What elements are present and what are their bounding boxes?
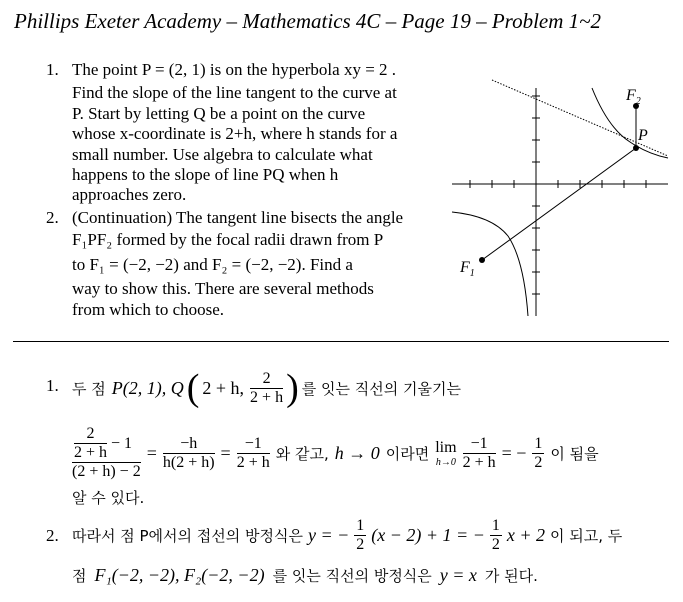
solution-1-number: 1. — [46, 376, 59, 395]
f2-den: h(2 + h) — [162, 453, 215, 471]
solution-2-point-word: 점 — [72, 566, 87, 585]
problem-1-line: whose x-coordinate is 2+h, where h stands for a — [72, 124, 398, 144]
focal-radius-f1 — [482, 148, 636, 260]
slope-big-fraction — [72, 425, 141, 481]
f3-num: −1 — [237, 435, 270, 454]
point-p — [633, 145, 639, 151]
problem-2-number: 2. — [46, 208, 59, 227]
slope-big-num — [72, 425, 141, 463]
inner-num: 2 — [74, 425, 107, 444]
problem-1-line: happens to the slope of line PQ when h — [72, 165, 339, 185]
f3-den: 2 + h — [236, 453, 270, 471]
solution-1-line-2 — [72, 420, 599, 486]
solution-1-after: 를 잇는 직선의 기울기는 — [301, 379, 461, 398]
solution-1-line-1 — [72, 364, 461, 412]
inner-fraction — [74, 425, 107, 462]
problem-1-number: 1. — [46, 60, 59, 79]
label-p-text: P — [638, 127, 648, 144]
tangent-half-2 — [490, 517, 502, 554]
solution-2-line-2 — [72, 562, 538, 588]
slope-fraction-3 — [237, 435, 270, 472]
solution-2-line-1 — [72, 510, 622, 560]
problem-2-line: F₁PF₂ formed by the focal radii drawn from P — [72, 230, 384, 250]
tangent-half-1 — [354, 517, 366, 554]
problem-1-line: P. Start by letting Q be a point on the curve — [72, 103, 366, 123]
tangent-eq-c: x + 2 — [506, 524, 545, 545]
half-den: 2 — [534, 453, 543, 471]
label-f1-text: $F_1$ — [460, 259, 475, 279]
solution-2-number: 2. — [46, 526, 59, 545]
solution-1-intro: 두 점 — [72, 379, 106, 398]
limit-fraction — [463, 435, 496, 472]
solution-1-cond: 이라면 — [385, 444, 430, 463]
tangent-line — [492, 80, 668, 156]
l-num: −1 — [463, 435, 496, 454]
lim-text: lim — [435, 438, 457, 456]
problem-1-text — [72, 60, 397, 206]
problem-2-line: from which to choose. — [72, 299, 225, 319]
equals-minus: = − — [501, 442, 527, 463]
slope-big-den: (2 + h) − 2 — [72, 463, 141, 480]
problem-1-line: approaches zero. — [72, 185, 187, 205]
solution-2-end: 가 된다. — [484, 566, 538, 585]
h2-den: 2 — [491, 535, 500, 553]
label-f2-text: $F_2$ — [626, 87, 641, 107]
half-num: 1 — [534, 434, 543, 452]
solution-1-mid: 와 같고, — [275, 444, 329, 463]
problem-2-line: to F₁ = (−2, −2) and F₂ = (−2, −2). Find a — [72, 254, 353, 274]
tangent-eq-a: y = − — [307, 524, 350, 545]
solution-1-points: P(2, 1), Q — [111, 377, 184, 398]
problem-2-line: way to show this. There are several methods — [72, 279, 374, 299]
focal-points: F₁(−2, −2), F₂(−2, −2) — [94, 564, 265, 585]
q-y-den: 2 + h — [250, 388, 284, 406]
q-y-num: 2 — [250, 370, 283, 389]
lim-sub: h→0 — [435, 456, 456, 468]
solution-2-tail: 이 되고, 두 — [550, 526, 623, 545]
l-den: 2 + h — [462, 453, 496, 471]
problem-1-line: The point P = (2, 1) is on the hyperbola xy = 2 . — [72, 60, 397, 79]
problem-2-text — [72, 208, 403, 320]
limit-condition: h → 0 — [334, 442, 380, 463]
f2-num: −h — [163, 435, 215, 454]
solution-2-line-desc: 를 잇는 직선의 방정식은 — [272, 566, 432, 585]
problem-1-line: Find the slope of the line tangent to the curve at — [72, 83, 397, 103]
tangent-eq-b: (x − 2) + 1 = − — [371, 524, 485, 545]
paren-close: ) — [286, 367, 299, 409]
half-fraction — [532, 435, 544, 472]
slope-fraction-2 — [163, 435, 215, 472]
problem-2-line: (Continuation) The tangent line bisects the angle — [72, 208, 404, 227]
problem-1-line: small number. Use algebra to calculate what — [72, 144, 373, 164]
hyperbola-figure — [448, 76, 670, 322]
h1-den: 2 — [356, 535, 365, 553]
minus-one: − 1 — [111, 434, 133, 452]
line-equation: y = x — [439, 564, 477, 585]
q-y-fraction — [250, 370, 283, 407]
equals: = — [220, 442, 231, 463]
lim-operator — [435, 439, 456, 468]
solution-2-intro: 따라서 점 P에서의 접선의 방정식은 — [72, 526, 303, 545]
axis-ticks — [470, 96, 646, 294]
solution-1-end: 이 됨을 — [550, 444, 599, 463]
solution-1-last: 알 수 있다. — [72, 489, 145, 507]
section-divider — [13, 341, 669, 342]
page-title: Phillips Exeter Academy – Mathematics 4C – Page 19 – Problem 1~2 — [14, 9, 601, 33]
paren-open: ( — [186, 367, 200, 409]
point-f1 — [479, 257, 485, 263]
h2-num: 1 — [491, 516, 500, 534]
inner-den: 2 + h — [74, 444, 108, 461]
equals: = — [146, 442, 157, 463]
h1-num: 1 — [356, 516, 365, 534]
q-x-coord: 2 + h, — [202, 377, 245, 398]
